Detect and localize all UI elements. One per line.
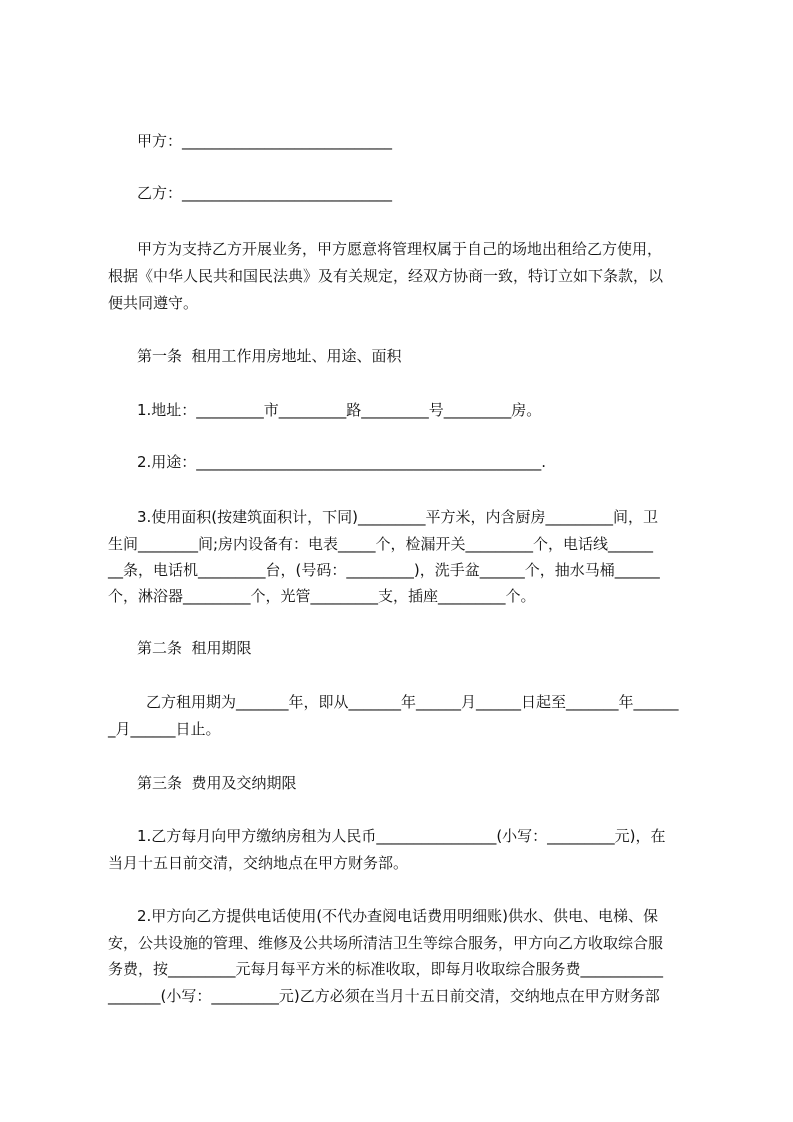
- article1-area-line-3: __条，电话机_________台，(号码：_________)，洗手盆______个，抽水马桶______: [108, 561, 660, 579]
- article2-term-line-2: _月______日止。: [108, 720, 221, 738]
- article2-heading: 第二条 租用期限: [137, 639, 252, 657]
- party-b-line: 乙方：____________________________: [137, 184, 393, 202]
- intro-line-1: 甲方为支持乙方开展业务，甲方愿意将管理权属于自己的场地出租给乙方使用，: [137, 240, 663, 258]
- article3-heading: 第三条 费用及交纳期限: [137, 774, 297, 792]
- article3-rent-line-1: 1.乙方每月向甲方缴纳房租为人民币________________(小写：_________元)，在: [137, 827, 666, 845]
- article1-address: 1.地址：_________市_________路_________号_________房。: [137, 401, 542, 419]
- article1-usage: 2.用途：______________________________________________.: [137, 453, 547, 471]
- article3-service-line-3: 务费，按_________元每月每平方米的标准收取，即每月收取综合服务费___________: [108, 960, 664, 978]
- article2-term-line-1: 乙方租用期为_______年，即从_______年______月______日起至_______年______: [146, 693, 679, 711]
- article3-service-line-2: 安，公共设施的管理、维修及公共场所清洁卫生等综合服务，甲方向乙方收取综合服: [108, 934, 664, 952]
- article3-rent-line-2: 当月十五日前交清，交纳地点在甲方财务部。: [108, 854, 409, 872]
- intro-line-3: 便共同遵守。: [108, 294, 199, 312]
- article1-area-line-4: 个，淋浴器_________个，光管_________支，插座_________个。: [108, 587, 536, 605]
- article1-area-line-1: 3.使用面积(按建筑面积计，下同)_________平方米，内含厨房_________间，卫: [137, 508, 659, 526]
- article1-heading: 第一条 租用工作用房地址、用途、面积: [137, 347, 402, 365]
- article1-area-line-2: 生间________间;房内设备有：电表_____个，检漏开关_________个，电话线______: [108, 535, 654, 553]
- party-a-line: 甲方：____________________________: [137, 132, 393, 150]
- article3-service-line-1: 2.甲方向乙方提供电话使用(不代办查阅电话费用明细账)供水、供电、电梯、保: [137, 907, 659, 925]
- article3-service-line-4: _______(小写：_________元)乙方必须在当月十五日前交清，交纳地点在甲方财务部: [108, 987, 660, 1005]
- intro-line-2: 根据《中华人民共和国民法典》及有关规定，经双方协商一致，特订立如下条款，以: [108, 267, 664, 285]
